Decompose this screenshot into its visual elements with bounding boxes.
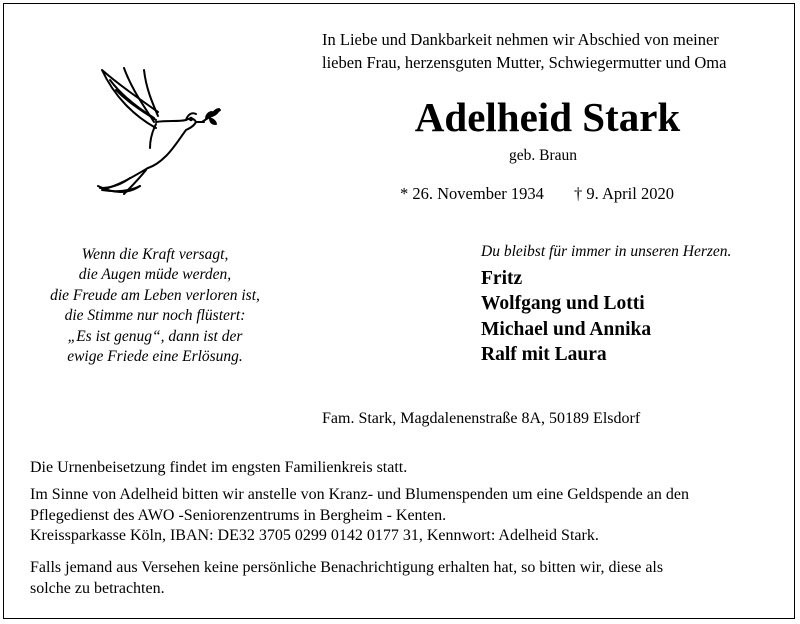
poem-line: ewige Friede eine Erlösung. (67, 348, 243, 366)
intro-line-2: lieben Frau, herzensguten Mutter, Schwiegermutter und Oma (322, 53, 727, 72)
birth-name: geb. Braun (509, 147, 578, 164)
fallback-line-2: solche zu betrachten. (30, 579, 165, 597)
mourner: Wolfgang und Lotti (481, 293, 645, 315)
poem-line: Wenn die Kraft versagt, (81, 246, 229, 263)
donation-line-1: Im Sinne von Adelheid bitten wir anstelle von Kranz- und Blumenspenden um eine Geldspende an den (30, 486, 689, 503)
poem (20, 245, 290, 367)
motto: Du bleibst für immer in unseren Herzen. (481, 243, 732, 260)
mourner: Fritz (481, 268, 523, 289)
donation-line-2: Pflegedienst des AWO -Seniorenzentrums in Bergheim - Kenten. (30, 506, 447, 524)
fallback-notice (30, 558, 772, 599)
mourner: Ralf mit Laura (481, 344, 607, 366)
fallback-line-1: Falls jemand aus Versehen keine persönliche Benachrichtigung erhalten hat, so bitten wir, diese als (30, 559, 664, 576)
mourners-list (481, 266, 651, 368)
life-dates (400, 184, 674, 204)
donation-notice (30, 485, 772, 547)
intro-line-1: In Liebe und Dankbarkeit nehmen wir Abschied von meiner (322, 30, 719, 49)
poem-line: die Freude am Leben verloren ist, (50, 286, 260, 304)
poem-line: die Augen müde werden, (78, 266, 232, 284)
deceased-name: Adelheid Stark (414, 94, 681, 140)
mourner: Michael und Annika (481, 318, 652, 340)
poem-line: „Es ist genug“, dann ist der (67, 327, 243, 345)
bank-details: Kreissparkasse Köln, IBAN: DE32 3705 0299 0142 0177 31, Kennwort: Adelheid Stark. (30, 527, 599, 544)
poem-line: die Stimme nur noch flüstert: (64, 307, 246, 325)
death-date: † 9. April 2020 (574, 184, 674, 203)
birth-date: * 26. November 1934 (400, 184, 544, 203)
burial-notice: Die Urnenbeisetzung findet im engsten Familienkreis statt. (30, 459, 408, 476)
family-address: Fam. Stark, Magdalenenstraße 8A, 50189 Elsdorf (322, 410, 641, 427)
intro-text (322, 28, 726, 74)
